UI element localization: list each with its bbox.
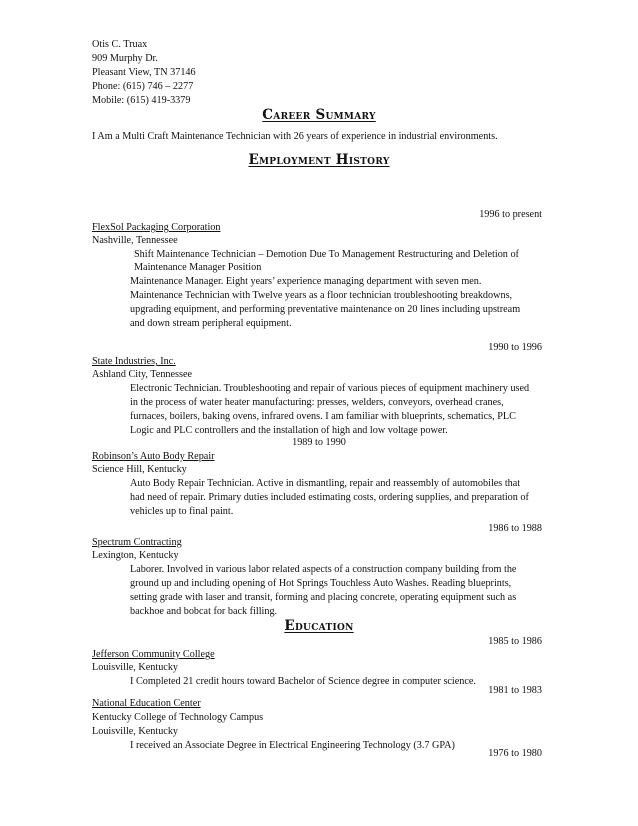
job-description-line: setting grade with laser and transit, forming and placing concrete, operating equipment such as <box>130 592 517 603</box>
career-summary-heading: Career Summary <box>262 107 376 123</box>
job-location: Nashville, Tennessee <box>92 235 178 246</box>
job-description-line: Shift Maintenance Technician – Demotion Due To Management Restructuring and Deletion of <box>134 249 519 260</box>
job-description-line: Auto Body Repair Technician. Active in dismantling, repair and reassembly of automobiles that <box>130 478 521 489</box>
job-description-line: had need of repair. Primary duties included estimating costs, ordering supplies, and preparation of <box>130 492 529 503</box>
job-dates: 1989 to 1990 <box>292 437 346 448</box>
job-description-line: upgrading equipment, and performing preventative maintenance on 20 lines including upstream <box>130 304 521 315</box>
school-campus: Kentucky College of Technology Campus <box>92 712 264 723</box>
job-location: Science Hill, Kentucky <box>92 464 187 475</box>
job-company: State Industries, Inc. <box>92 356 176 367</box>
school-name: National Education Center <box>92 698 201 709</box>
education-heading: Education <box>284 618 354 634</box>
education-description: I Completed 21 credit hours toward Bachelor of Science degree in computer science. <box>130 676 476 687</box>
job-description-line: ground up and including opening of Hot Springs Touchless Auto Washes. Reading blueprints, <box>130 578 512 589</box>
job-description-line: in the process of water heater manufacturing: presses, welders, conveyors, overhead cranes, <box>130 397 504 408</box>
education-description: I received an Associate Degree in Electrical Engineering Technology (3.7 GPA) <box>130 740 455 751</box>
job-location: Lexington, Kentucky <box>92 550 179 561</box>
job-description-line: backhoe and bobcat for back filling. <box>130 606 278 617</box>
job-description-line: Logic and PLC controllers and the installation of high and low voltage power. <box>130 425 448 436</box>
job-dates: 1990 to 1996 <box>488 342 542 353</box>
employment-history-heading: Employment History <box>248 152 390 168</box>
job-description-line: Maintenance Manager. Eight years’ experience managing department with seven men. <box>130 276 482 287</box>
job-dates: 1986 to 1988 <box>488 523 542 534</box>
job-company: FlexSol Packaging Corporation <box>92 222 221 233</box>
contact-street: 909 Murphy Dr. <box>92 53 158 64</box>
education-dates: 1976 to 1980 <box>488 748 542 759</box>
job-description-line: and down stream peripheral equipment. <box>130 318 292 329</box>
job-company: Robinson’s Auto Body Repair <box>92 451 215 462</box>
job-description-line: Electronic Technician. Troubleshooting and repair of various pieces of equipment machinery used <box>130 383 530 394</box>
school-name: Jefferson Community College <box>92 649 215 660</box>
job-dates: 1996 to present <box>479 209 542 220</box>
contact-mobile: Mobile: (615) 419-3379 <box>92 95 191 106</box>
job-description-line: furnaces, boilers, baking ovens, infrared ovens. I am familiar with blueprints, schematics, PLC <box>130 411 516 422</box>
job-description-line: vehicles up to final paint. <box>130 506 234 517</box>
education-dates: 1985 to 1986 <box>488 636 542 647</box>
career-summary-text: I Am a Multi Craft Maintenance Technician with 26 years of experience in industrial environments. <box>92 131 498 142</box>
job-company: Spectrum Contracting <box>92 537 182 548</box>
job-description-line: Laborer. Involved in various labor related aspects of a construction company building from the <box>130 564 517 575</box>
job-description-line: Maintenance Technician with Twelve years as a floor technician troubleshooting breakdowns, <box>130 290 513 301</box>
contact-phone: Phone: (615) 746 – 2277 <box>92 81 194 92</box>
contact-name: Otis C. Truax <box>92 39 148 50</box>
contact-city: Pleasant View, TN 37146 <box>92 67 196 78</box>
school-location: Louisville, Kentucky <box>92 662 179 673</box>
job-description-line: Maintenance Manager Position <box>134 262 262 273</box>
school-location: Louisville, Kentucky <box>92 726 179 737</box>
education-dates: 1981 to 1983 <box>488 685 542 696</box>
job-location: Ashland City, Tennessee <box>92 369 193 380</box>
